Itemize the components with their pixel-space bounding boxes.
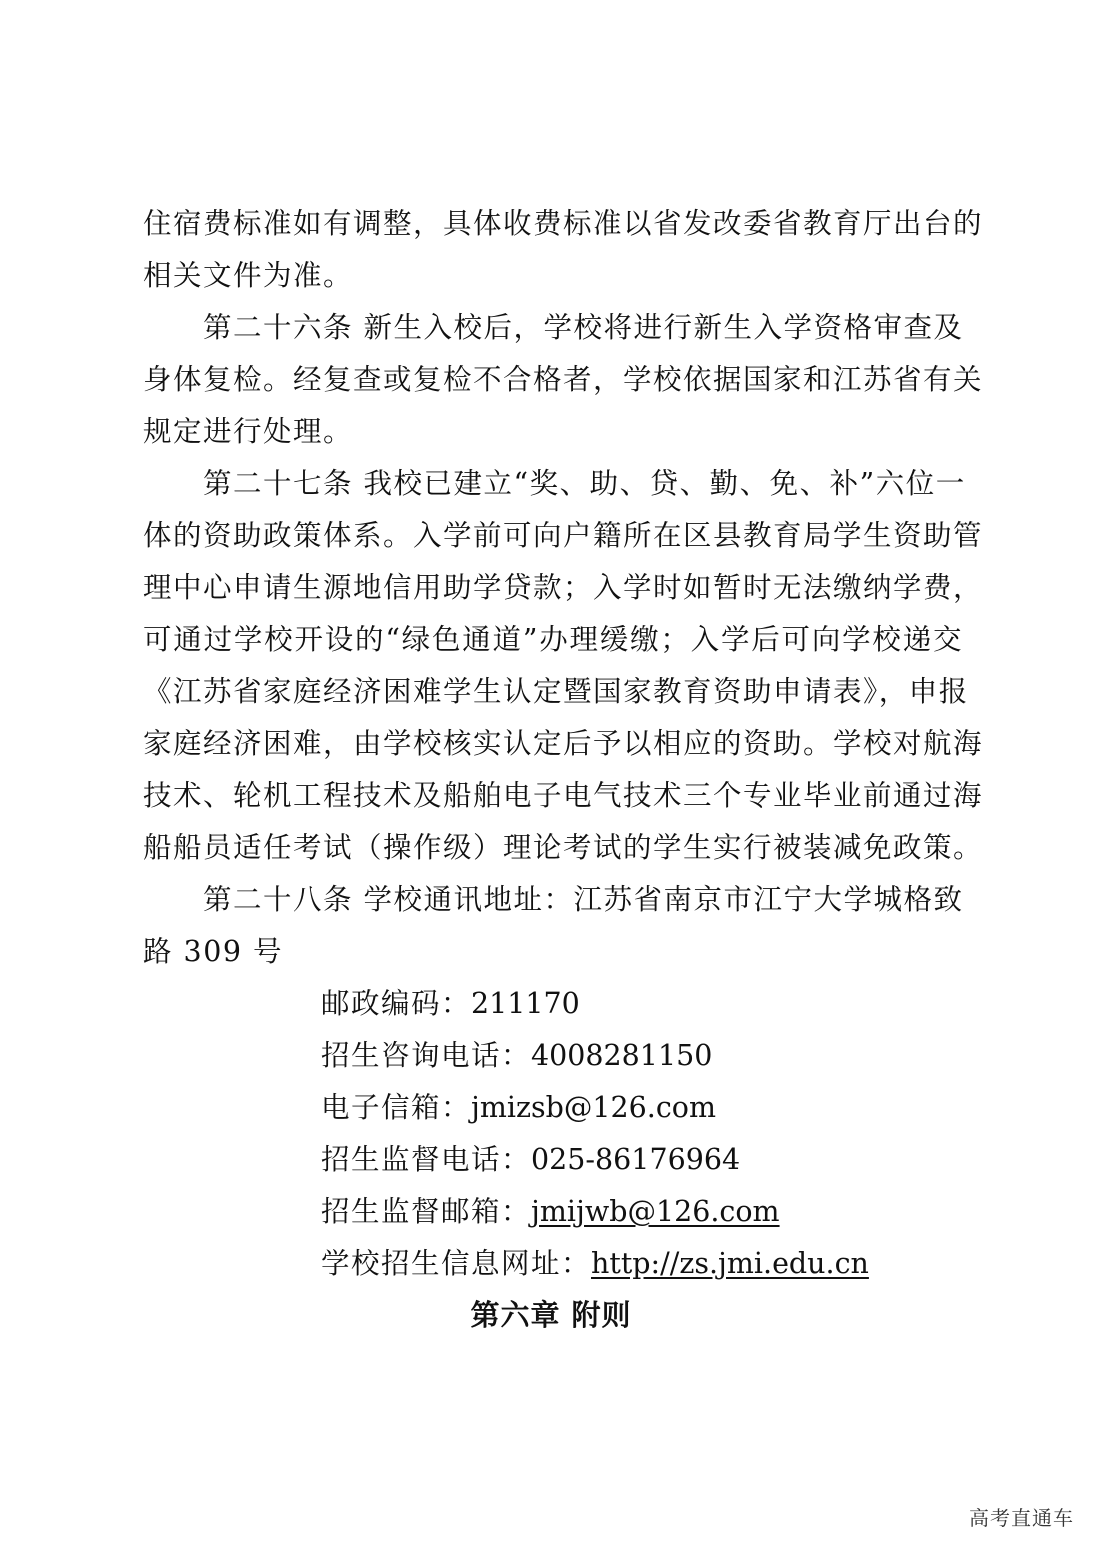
article-27-line: 家庭经济困难，由学校核实认定后予以相应的资助。学校对航海 [143,727,984,760]
article-27-line: 理中心申请生源地信用助学贷款；入学时如暂时无法缴纳学费， [143,571,984,604]
paragraph-line: 住宿费标准如有调整，具体收费标准以省发改委省教育厅出台的 [143,207,984,240]
supervision-phone-label: 招生监督电话： [321,1143,532,1176]
article-27-line: 第二十七条 我校已建立“奖、助、贷、勤、免、补”六位一 [203,467,966,500]
paragraph-line: 相关文件为准。 [143,259,354,292]
article-26-line: 身体复检。经复查或复检不合格者，学校依据国家和江苏省有关 [143,363,984,396]
email-value: jmizsb@126.com [471,1091,716,1124]
supervision-phone-row [321,1134,740,1186]
postal-code-value: 211170 [471,987,580,1020]
article-28-line: 第二十八条 学校通讯地址：江苏省南京市江宁大学城格致 [203,883,964,916]
admission-hotline-value: 4008281150 [531,1039,713,1072]
supervision-email-label: 招生监督邮箱： [321,1195,532,1228]
admission-hotline-row [321,1030,712,1082]
postal-code-row [321,978,580,1030]
postal-code-label: 邮政编码： [321,987,472,1020]
article-27-line: 技术、轮机工程技术及船舶电子电气技术三个专业毕业前通过海 [143,779,984,812]
article-27-line: 《江苏省家庭经济困难学生认定暨国家教育资助申请表》，申报 [143,675,969,708]
article-28-line: 路 309 号 [143,935,284,968]
article-27-line: 体的资助政策体系。入学前可向户籍所在区县教育局学生资助管 [143,519,984,552]
chapter-heading: 第六章 附则 [470,1298,632,1332]
admission-hotline-label: 招生咨询电话： [321,1039,532,1072]
article-26-line: 第二十六条 新生入校后，学校将进行新生入学资格审查及 [203,311,964,344]
article-27-line: 船船员适任考试（操作级）理论考试的学生实行被装减免政策。 [143,831,984,864]
email-label: 电子信箱： [321,1091,472,1124]
website-label: 学校招生信息网址： [321,1247,592,1280]
supervision-phone-value: 025-86176964 [531,1143,741,1176]
supervision-email-link[interactable]: jmijwb@126.com [531,1195,780,1228]
supervision-email-row [321,1186,780,1238]
website-link[interactable]: http://zs.jmi.edu.cn [591,1247,869,1280]
watermark: 高考直通车 [969,1506,1074,1530]
email-row [321,1082,716,1134]
website-row [321,1238,869,1290]
article-26-line: 规定进行处理。 [143,415,354,448]
article-27-line: 可通过学校开设的“绿色通道”办理缓缴；入学后可向学校递交 [143,623,963,656]
